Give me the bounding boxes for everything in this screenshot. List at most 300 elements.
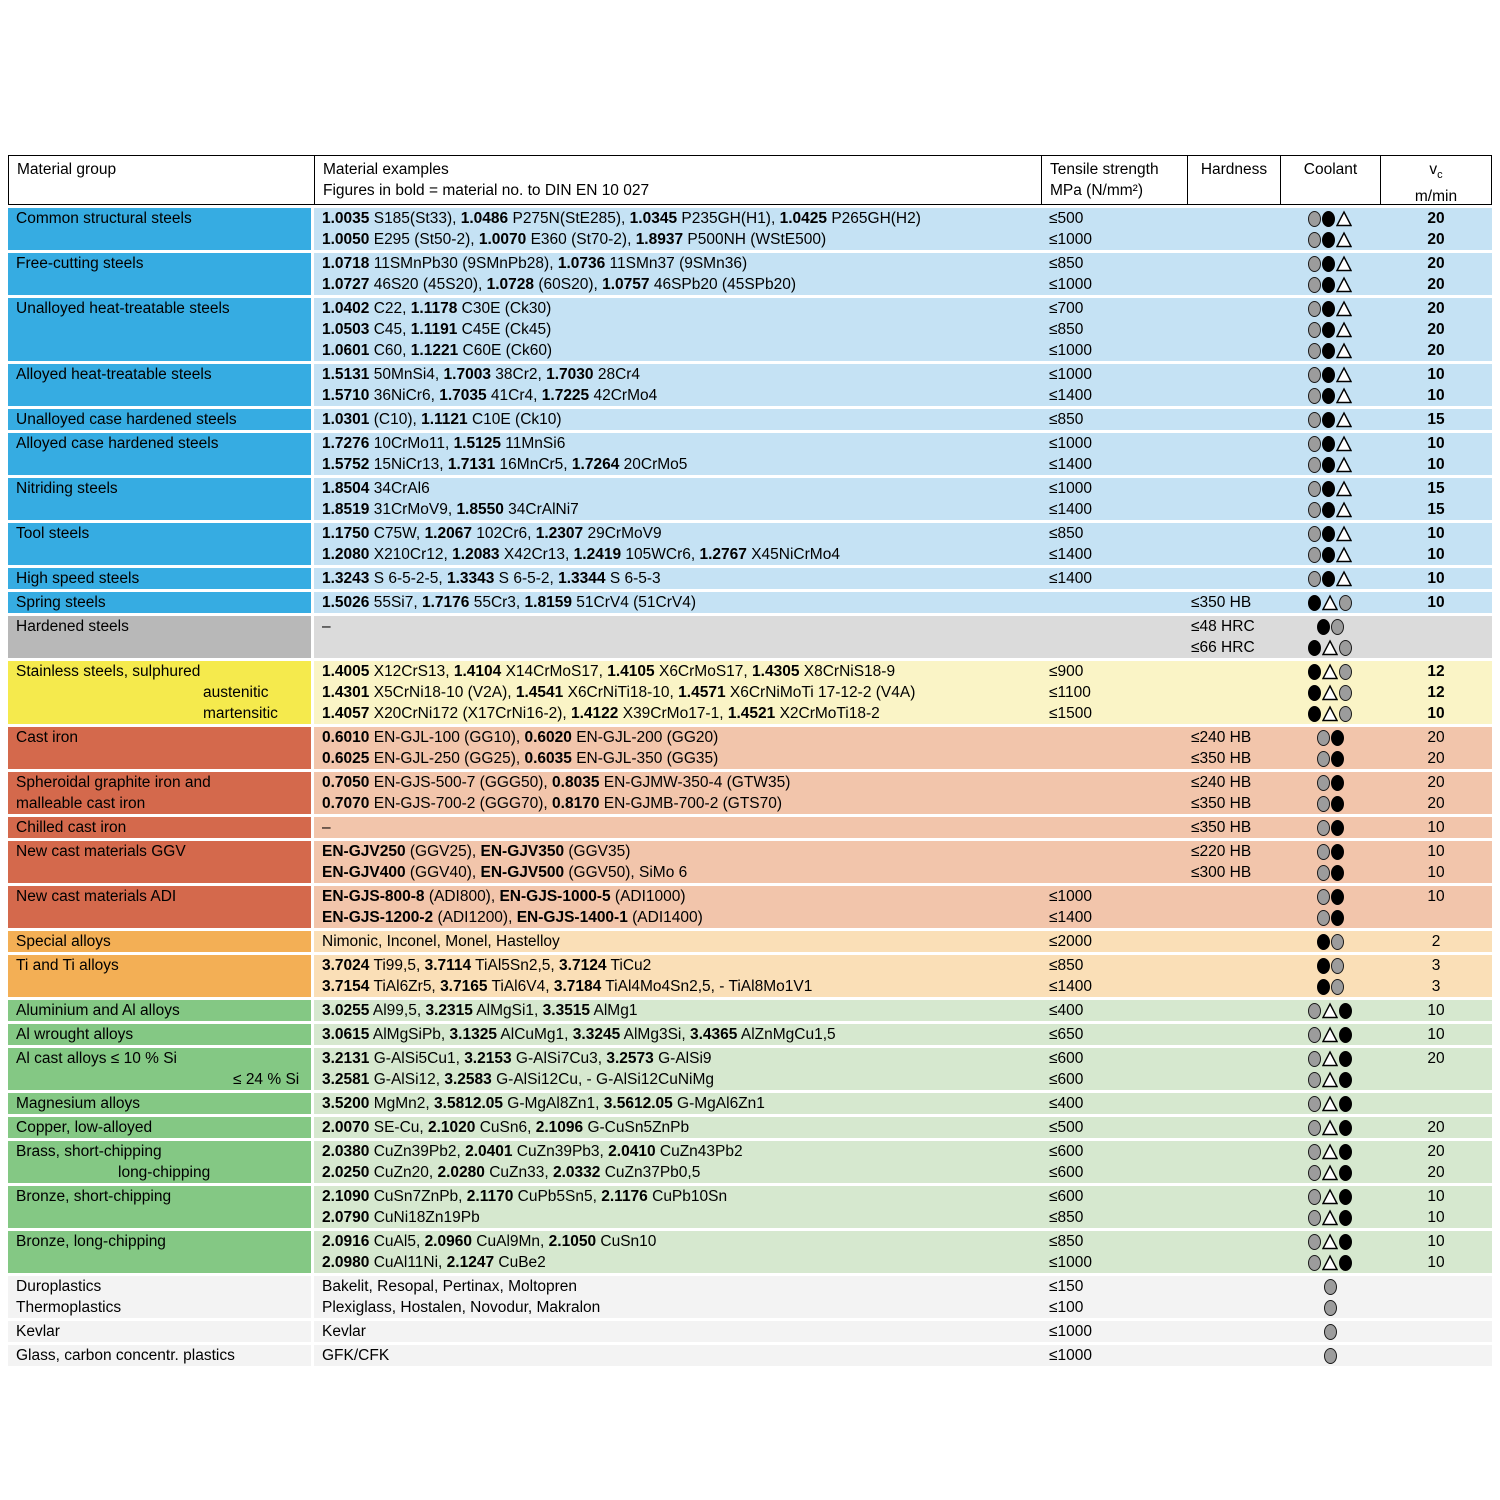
tensile-strength-value: ≤1000 [1049,888,1092,905]
material-group-rows [314,1048,1492,1090]
vc-value: 10 [1427,1209,1445,1226]
coolant-symbols [1280,1345,1380,1366]
coolant-gray-circle-icon [1324,1348,1337,1364]
material-examples: 1.1750 C75W, 1.2067 102Cr6, 1.2307 29CrMoV9 [322,525,662,542]
material-group-label: malleable cast iron [16,795,146,812]
table-row [314,772,1492,793]
material-examples: 1.4005 X12CrS13, 1.4104 X14CrMoS17, 1.4105 X6CrMoS17, 1.4305 X8CrNiS18-9 [322,663,896,680]
coolant-symbols [1280,748,1380,769]
coolant-gray-circle-icon [1324,1300,1337,1316]
coolant-black-circle-icon [1322,547,1335,563]
vc-value: 12 [1427,663,1445,680]
coolant-black-circle-icon [1322,343,1335,359]
coolant-symbols [1280,931,1380,952]
coolant-gray-circle-icon [1308,367,1321,383]
table-row [314,1048,1492,1069]
coolant-triangle-icon [1322,594,1338,611]
material-group-band [8,886,1492,928]
material-examples: Bakelit, Resopal, Pertinax, Moltopren [322,1278,578,1295]
table-row [314,544,1492,565]
coolant-symbols [1280,1048,1380,1069]
coolant-black-circle-icon [1339,1027,1352,1043]
material-group-label: Chilled cast iron [16,819,127,836]
coolant-gray-circle-icon [1339,706,1352,722]
coolant-gray-circle-icon [1317,796,1330,812]
coolant-symbols [1280,1069,1380,1090]
tensile-strength-value: ≤1400 [1049,387,1092,404]
vc-value: 20 [1427,210,1445,227]
vc-value: 10 [1427,864,1445,881]
material-group-label-cell [8,772,311,814]
material-examples: Plexiglass, Hostalen, Novodur, Makralon [322,1299,601,1316]
vc-value: 20 [1427,276,1445,293]
material-group-label: long-chipping [118,1164,211,1181]
header-coolant: Coolant [1280,155,1380,205]
coolant-black-circle-icon [1322,232,1335,248]
material-group-label-cell [8,1000,311,1021]
material-group-rows [314,886,1492,928]
coolant-symbols [1280,454,1380,475]
material-examples: 2.1090 CuSn7ZnPb, 2.1170 CuPb5Sn5, 2.1176 CuPb10Sn [322,1188,728,1205]
hardness-value: ≤48 HRC [1191,618,1255,635]
material-examples: 3.5200 MgMn2, 3.5812.05 G-MgAl8Zn1, 3.5612.05 G-MgAl6Zn1 [322,1095,765,1112]
material-group-band [8,616,1492,658]
tensile-strength-value: ≤850 [1049,1233,1084,1250]
table-row [314,1162,1492,1183]
vc-value: 10 [1427,1233,1445,1250]
coolant-symbols [1280,1141,1380,1162]
material-group-label: New cast materials GGV [16,843,186,860]
table-row [314,976,1492,997]
coolant-black-circle-icon [1339,1003,1352,1019]
coolant-gray-circle-icon [1339,595,1352,611]
material-group-label: Aluminium and Al alloys [16,1002,180,1019]
header-material-examples [314,155,1041,205]
tensile-strength-value: ≤1400 [1049,570,1092,587]
material-group-band [8,592,1492,613]
material-group-label-cell [8,841,311,883]
coolant-symbols [1280,568,1380,589]
coolant-symbols [1280,499,1380,520]
coolant-gray-circle-icon [1324,1324,1337,1340]
coolant-gray-circle-icon [1308,436,1321,452]
table-row [314,409,1492,430]
vc-value: 20 [1427,1143,1445,1160]
coolant-black-circle-icon [1308,664,1321,680]
tensile-strength-value: ≤600 [1049,1188,1084,1205]
coolant-gray-circle-icon [1308,1120,1321,1136]
coolant-symbols [1280,433,1380,454]
material-group-label: Thermoplastics [16,1299,122,1316]
vc-value: 20 [1427,1164,1445,1181]
coolant-gray-circle-icon [1308,526,1321,542]
table-row [314,616,1492,637]
coolant-triangle-icon [1322,663,1338,680]
table-row [314,931,1492,952]
coolant-black-circle-icon [1322,367,1335,383]
coolant-symbols [1280,364,1380,385]
material-group-band [8,772,1492,814]
table-row [314,661,1492,682]
table-row [314,907,1492,928]
material-examples: 0.6025 EN-GJL-250 (GG25), 0.6035 EN-GJL-350 (GG35) [322,750,719,767]
material-group-rows [314,1000,1492,1021]
material-group-band [8,298,1492,361]
material-group-label: Unalloyed case hardened steels [16,411,237,428]
material-group-label: Unalloyed heat-treatable steels [16,300,230,317]
header-vc [1380,155,1492,205]
material-group-label: Kevlar [16,1323,60,1340]
material-group-rows [314,433,1492,475]
material-group-label-cell [8,1345,311,1366]
coolant-black-circle-icon [1331,865,1344,881]
coolant-black-circle-icon [1331,910,1344,926]
material-examples: EN-GJS-800-8 (ADI800), EN-GJS-1000-5 (ADI1000) [322,888,686,905]
coolant-gray-circle-icon [1308,481,1321,497]
material-group-label-cell [8,433,311,475]
coolant-triangle-icon [1322,1026,1338,1043]
tensile-strength-value: ≤1000 [1049,1347,1092,1364]
material-group-label: Ti and Ti alloys [16,957,119,974]
tensile-strength-value: ≤850 [1049,411,1084,428]
material-group-label-cell [8,1117,311,1138]
coolant-black-circle-icon [1322,412,1335,428]
vc-value: 10 [1427,1002,1445,1019]
vc-value: 10 [1427,1026,1445,1043]
coolant-gray-circle-icon [1308,277,1321,293]
tensile-strength-value: ≤850 [1049,525,1084,542]
table-row [314,1141,1492,1162]
tensile-strength-value: ≤400 [1049,1095,1084,1112]
coolant-symbols [1280,274,1380,295]
material-examples: 1.0050 E295 (St50-2), 1.0070 E360 (St70-2), 1.8937 P500NH (WStE500) [322,231,827,248]
coolant-symbols [1280,478,1380,499]
tensile-strength-value: ≤600 [1049,1164,1084,1181]
coolant-gray-circle-icon [1331,934,1344,950]
material-examples: 2.0790 CuNi18Zn19Pb [322,1209,480,1226]
table-row [314,523,1492,544]
tensile-strength-value: ≤1500 [1049,705,1092,722]
coolant-triangle-icon [1322,705,1338,722]
material-group-band [8,568,1492,589]
material-group-rows [314,661,1492,724]
coolant-gray-circle-icon [1339,664,1352,680]
coolant-gray-circle-icon [1308,322,1321,338]
coolant-black-circle-icon [1308,595,1321,611]
coolant-symbols [1280,907,1380,928]
tensile-strength-value: ≤650 [1049,1026,1084,1043]
material-group-band [8,841,1492,883]
coolant-gray-circle-icon [1308,388,1321,404]
material-group-label: Magnesium alloys [16,1095,141,1112]
coolant-symbols [1280,772,1380,793]
coolant-gray-circle-icon [1331,619,1344,635]
coolant-triangle-icon [1336,480,1352,497]
material-group-label-cell [8,1276,311,1318]
material-group-rows [314,208,1492,250]
coolant-symbols [1280,208,1380,229]
coolant-triangle-icon [1322,1050,1338,1067]
coolant-symbols [1280,637,1380,658]
vc-value: 10 [1427,435,1445,452]
coolant-black-circle-icon [1339,1234,1352,1250]
coolant-gray-circle-icon [1308,502,1321,518]
material-group-label: Nitriding steels [16,480,118,497]
material-group-rows [314,616,1492,658]
material-group-band [8,1231,1492,1273]
coolant-gray-circle-icon [1308,1051,1321,1067]
coolant-black-circle-icon [1339,1255,1352,1271]
material-group-label: High speed steels [16,570,140,587]
material-examples: 0.7070 EN-GJS-700-2 (GGG70), 0.8170 EN-GJMB-700-2 (GTS70) [322,795,783,812]
vc-value: 3 [1431,957,1441,974]
table-row [314,208,1492,229]
coolant-symbols [1280,319,1380,340]
coolant-black-circle-icon [1317,619,1330,635]
material-examples: – [322,618,331,635]
table-row [314,364,1492,385]
coolant-triangle-icon [1322,1095,1338,1112]
coolant-black-circle-icon [1322,277,1335,293]
coolant-gray-circle-icon [1317,820,1330,836]
material-examples: – [322,819,331,836]
coolant-triangle-icon [1336,387,1352,404]
vc-value: 15 [1427,501,1445,518]
table-row [314,499,1492,520]
material-group-rows [314,592,1492,613]
coolant-gray-circle-icon [1317,751,1330,767]
vc-value: 15 [1427,411,1445,428]
material-group-rows [314,1276,1492,1318]
table-row [314,298,1492,319]
material-examples: 1.0402 C22, 1.1178 C30E (Ck30) [322,300,552,317]
vc-value: 10 [1427,366,1445,383]
coolant-gray-circle-icon [1308,232,1321,248]
material-group-label: austenitic [203,684,269,701]
table-header [8,155,1492,205]
coolant-black-circle-icon [1322,256,1335,272]
material-group-rows [314,409,1492,430]
coolant-symbols [1280,841,1380,862]
coolant-gray-circle-icon [1324,1279,1337,1295]
vc-value: 20 [1427,729,1445,746]
material-group-label-cell [8,1024,311,1045]
coolant-symbols [1280,955,1380,976]
materials-table [8,155,1492,1369]
table-row [314,1000,1492,1021]
coolant-triangle-icon [1336,435,1352,452]
coolant-gray-circle-icon [1308,1027,1321,1043]
material-group-band [8,523,1492,565]
vc-value: 20 [1427,255,1445,272]
coolant-black-circle-icon [1331,844,1344,860]
coolant-symbols [1280,793,1380,814]
coolant-black-circle-icon [1322,301,1335,317]
coolant-triangle-icon [1336,321,1352,338]
coolant-triangle-icon [1336,300,1352,317]
coolant-triangle-icon [1336,366,1352,383]
material-group-label-cell [8,1186,311,1228]
table-row [314,253,1492,274]
material-group-rows [314,1093,1492,1114]
coolant-gray-circle-icon [1308,1189,1321,1205]
table-row [314,793,1492,814]
material-group-band [8,661,1492,724]
coolant-triangle-icon [1336,456,1352,473]
material-group-label-cell [8,568,311,589]
coolant-black-circle-icon [1331,889,1344,905]
coolant-symbols [1280,340,1380,361]
table-row [314,385,1492,406]
coolant-triangle-icon [1336,546,1352,563]
coolant-gray-circle-icon [1308,211,1321,227]
material-group-label: martensitic [203,705,278,722]
coolant-triangle-icon [1322,1002,1338,1019]
material-group-band [8,364,1492,406]
material-group-label: Brass, short-chipping [16,1143,162,1160]
coolant-black-circle-icon [1322,571,1335,587]
coolant-gray-circle-icon [1308,457,1321,473]
material-group-label-cell [8,817,311,838]
material-group-label-cell [8,298,311,361]
coolant-black-circle-icon [1317,934,1330,950]
vc-value: 10 [1427,1254,1445,1271]
coolant-triangle-icon [1336,342,1352,359]
coolant-gray-circle-icon [1308,1234,1321,1250]
material-group-band [8,1141,1492,1183]
tensile-strength-value: ≤1000 [1049,366,1092,383]
material-examples: 1.2080 X210Cr12, 1.2083 X42Cr13, 1.2419 105WCr6, 1.2767 X45NiCrMo4 [322,546,840,563]
material-group-band [8,208,1492,250]
coolant-black-circle-icon [1339,1120,1352,1136]
vc-value: 10 [1427,570,1445,587]
material-examples: 3.0255 Al99,5, 3.2315 AlMgSi1, 3.3515 AlMg1 [322,1002,638,1019]
material-group-rows [314,478,1492,520]
hardness-value: ≤240 HB [1191,774,1252,791]
coolant-gray-circle-icon [1339,685,1352,701]
material-examples: 3.0615 AlMgSiPb, 3.1325 AlCuMg1, 3.3245 AlMg3Si, 3.4365 AlZnMgCu1,5 [322,1026,836,1043]
header-vc-symbol: $v_c$ [1429,161,1443,182]
material-group-band [8,1186,1492,1228]
material-examples: 1.5026 55Si7, 1.7176 55Cr3, 1.8159 51CrV4 (51CrV4) [322,594,697,611]
coolant-symbols [1280,703,1380,724]
material-examples: 0.6010 EN-GJL-100 (GG10), 0.6020 EN-GJL-200 (GG20) [322,729,719,746]
coolant-triangle-icon [1322,684,1338,701]
vc-value: 20 [1427,231,1445,248]
table-row [314,817,1492,838]
material-group-rows [314,1024,1492,1045]
coolant-symbols [1280,1000,1380,1021]
coolant-symbols [1280,1186,1380,1207]
material-group-label: Spheroidal graphite iron and [16,774,211,791]
material-group-band [8,727,1492,769]
material-group-label: Duroplastics [16,1278,102,1295]
coolant-symbols [1280,1321,1380,1342]
coolant-triangle-icon [1322,1164,1338,1181]
coolant-black-circle-icon [1308,685,1321,701]
coolant-gray-circle-icon [1317,865,1330,881]
coolant-gray-circle-icon [1308,547,1321,563]
vc-value: 20 [1427,300,1445,317]
material-group-label: New cast materials ADI [16,888,177,905]
tensile-strength-value: ≤600 [1049,1143,1084,1160]
material-group-label: ≤ 24 % Si [233,1071,300,1088]
coolant-symbols [1280,253,1380,274]
material-examples: 1.5131 50MnSi4, 1.7003 38Cr2, 1.7030 28Cr4 [322,366,641,383]
coolant-gray-circle-icon [1331,979,1344,995]
material-group-rows [314,1186,1492,1228]
material-examples: 1.0718 11SMnPb30 (9SMnPb28), 1.0736 11SMn37 (9SMn36) [322,255,748,272]
coolant-gray-circle-icon [1317,844,1330,860]
coolant-gray-circle-icon [1308,1210,1321,1226]
material-examples: 1.0301 (C10), 1.1121 C10E (Ck10) [322,411,562,428]
table-row [314,1117,1492,1138]
material-examples: Kevlar [322,1323,366,1340]
tensile-strength-value: ≤1000 [1049,342,1092,359]
coolant-symbols [1280,592,1380,613]
tensile-strength-value: ≤900 [1049,663,1084,680]
material-group-rows [314,523,1492,565]
table-row [314,433,1492,454]
tensile-strength-value: ≤600 [1049,1050,1084,1067]
coolant-symbols [1280,1207,1380,1228]
table-row [314,1345,1492,1366]
material-examples: 3.2581 G-AlSi12, 3.2583 G-AlSi12Cu, - G-AlSi12CuNiMg [322,1071,715,1088]
material-group-band [8,1093,1492,1114]
material-group-label: Spring steels [16,594,106,611]
header-material-group-label: Material group [17,161,117,178]
material-examples: 1.7276 10CrMo11, 1.5125 11MnSi6 [322,435,566,452]
material-group-rows [314,817,1492,838]
coolant-black-circle-icon [1322,481,1335,497]
coolant-symbols [1280,1252,1380,1273]
hardness-value: ≤66 HRC [1191,639,1255,656]
material-group-label-cell [8,409,311,430]
material-group-label: Stainless steels, sulphured [16,663,201,680]
material-group-label: Special alloys [16,933,111,950]
header-vc-unit: m/min [1414,188,1458,206]
material-group-band [8,409,1492,430]
material-group-label-cell [8,616,311,658]
material-examples: 1.4301 X5CrNi18-10 (V2A), 1.4541 X6CrNiTi18-10, 1.4571 X6CrNiMoTi 17-12-2 (V4A) [322,684,916,701]
coolant-gray-circle-icon [1317,889,1330,905]
table-row [314,1024,1492,1045]
coolant-gray-circle-icon [1317,775,1330,791]
tensile-strength-value: ≤1000 [1049,276,1092,293]
coolant-triangle-icon [1322,1254,1338,1271]
coolant-black-circle-icon [1339,1072,1352,1088]
material-examples: EN-GJV400 (GGV40), EN-GJV500 (GGV50), SiMo 6 [322,864,688,881]
material-examples: 0.7050 EN-GJS-500-7 (GGG50), 0.8035 EN-GJMW-350-4 (GTW35) [322,774,791,791]
tensile-strength-value: ≤2000 [1049,933,1092,950]
material-group-rows [314,955,1492,997]
material-group-band [8,253,1492,295]
coolant-symbols [1280,1276,1380,1297]
vc-value: 10 [1427,456,1445,473]
material-examples: Nimonic, Inconel, Monel, Hastelloy [322,933,560,950]
coolant-black-circle-icon [1322,457,1335,473]
tensile-strength-value: ≤1400 [1049,978,1092,995]
material-examples: 3.2131 G-AlSi5Cu1, 3.2153 G-AlSi7Cu3, 3.2573 G-AlSi9 [322,1050,712,1067]
material-group-label: Glass, carbon concentr. plastics [16,1347,235,1364]
hardness-value: ≤240 HB [1191,729,1252,746]
coolant-symbols [1280,385,1380,406]
vc-value: 10 [1427,594,1445,611]
header-material-group [8,155,314,205]
tensile-strength-value: ≤1400 [1049,501,1092,518]
material-group-label-cell [8,1141,311,1183]
table-row [314,886,1492,907]
